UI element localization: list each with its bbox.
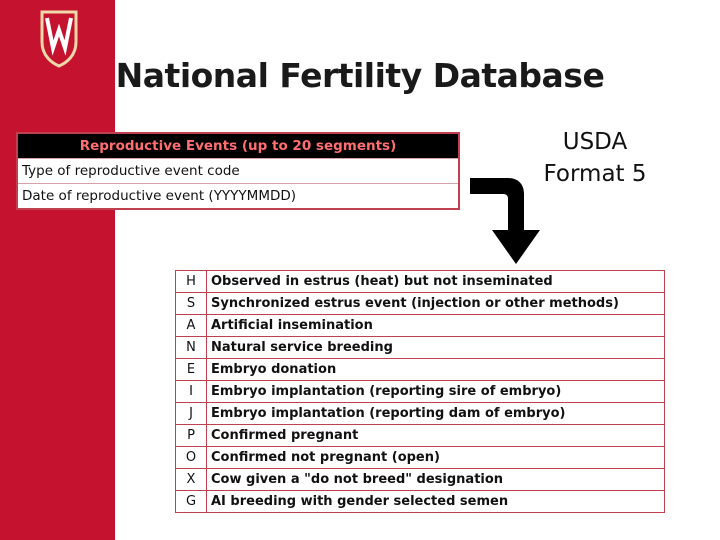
reproductive-events-table (16, 132, 460, 210)
table-row (176, 315, 665, 337)
table-row (176, 381, 665, 403)
table-row (176, 337, 665, 359)
table-row (176, 469, 665, 491)
event-description: Synchronized estrus event (injection or other methods) (207, 293, 665, 315)
event-description: AI breeding with gender selected semen (207, 491, 665, 513)
event-code: S (176, 293, 207, 315)
event-code: X (176, 469, 207, 491)
event-description: Observed in estrus (heat) but not inseminated (207, 271, 665, 293)
table-header: Reproductive Events (up to 20 segments) (18, 134, 458, 158)
event-description: Natural service breeding (207, 337, 665, 359)
event-code: I (176, 381, 207, 403)
table-row (176, 491, 665, 513)
event-description: Embryo implantation (reporting dam of embryo) (207, 403, 665, 425)
table-row (176, 271, 665, 293)
event-description: Embryo implantation (reporting sire of embryo) (207, 381, 665, 403)
event-description: Artificial insemination (207, 315, 665, 337)
format-label-line: Format 5 (543, 161, 647, 187)
table-row: Date of reproductive event (YYYYMMDD) (18, 183, 458, 208)
event-description: Confirmed not pregnant (open) (207, 447, 665, 469)
event-code: O (176, 447, 207, 469)
event-code: N (176, 337, 207, 359)
event-description: Confirmed pregnant (207, 425, 665, 447)
event-description: Embryo donation (207, 359, 665, 381)
event-code: J (176, 403, 207, 425)
table-row (176, 403, 665, 425)
table-row (176, 359, 665, 381)
event-description: Cow given a "do not breed" designation (207, 469, 665, 491)
event-code: G (176, 491, 207, 513)
event-code: E (176, 359, 207, 381)
table-row: Type of reproductive event code (18, 158, 458, 183)
table-row (176, 425, 665, 447)
event-codes-table (175, 270, 665, 513)
bent-arrow-down-icon (468, 170, 568, 270)
event-code: P (176, 425, 207, 447)
table-row (176, 293, 665, 315)
page-title: National Fertility Database (115, 56, 605, 95)
format-label-line: USDA (562, 129, 628, 155)
table-row (176, 447, 665, 469)
event-code: H (176, 271, 207, 293)
event-code: A (176, 315, 207, 337)
